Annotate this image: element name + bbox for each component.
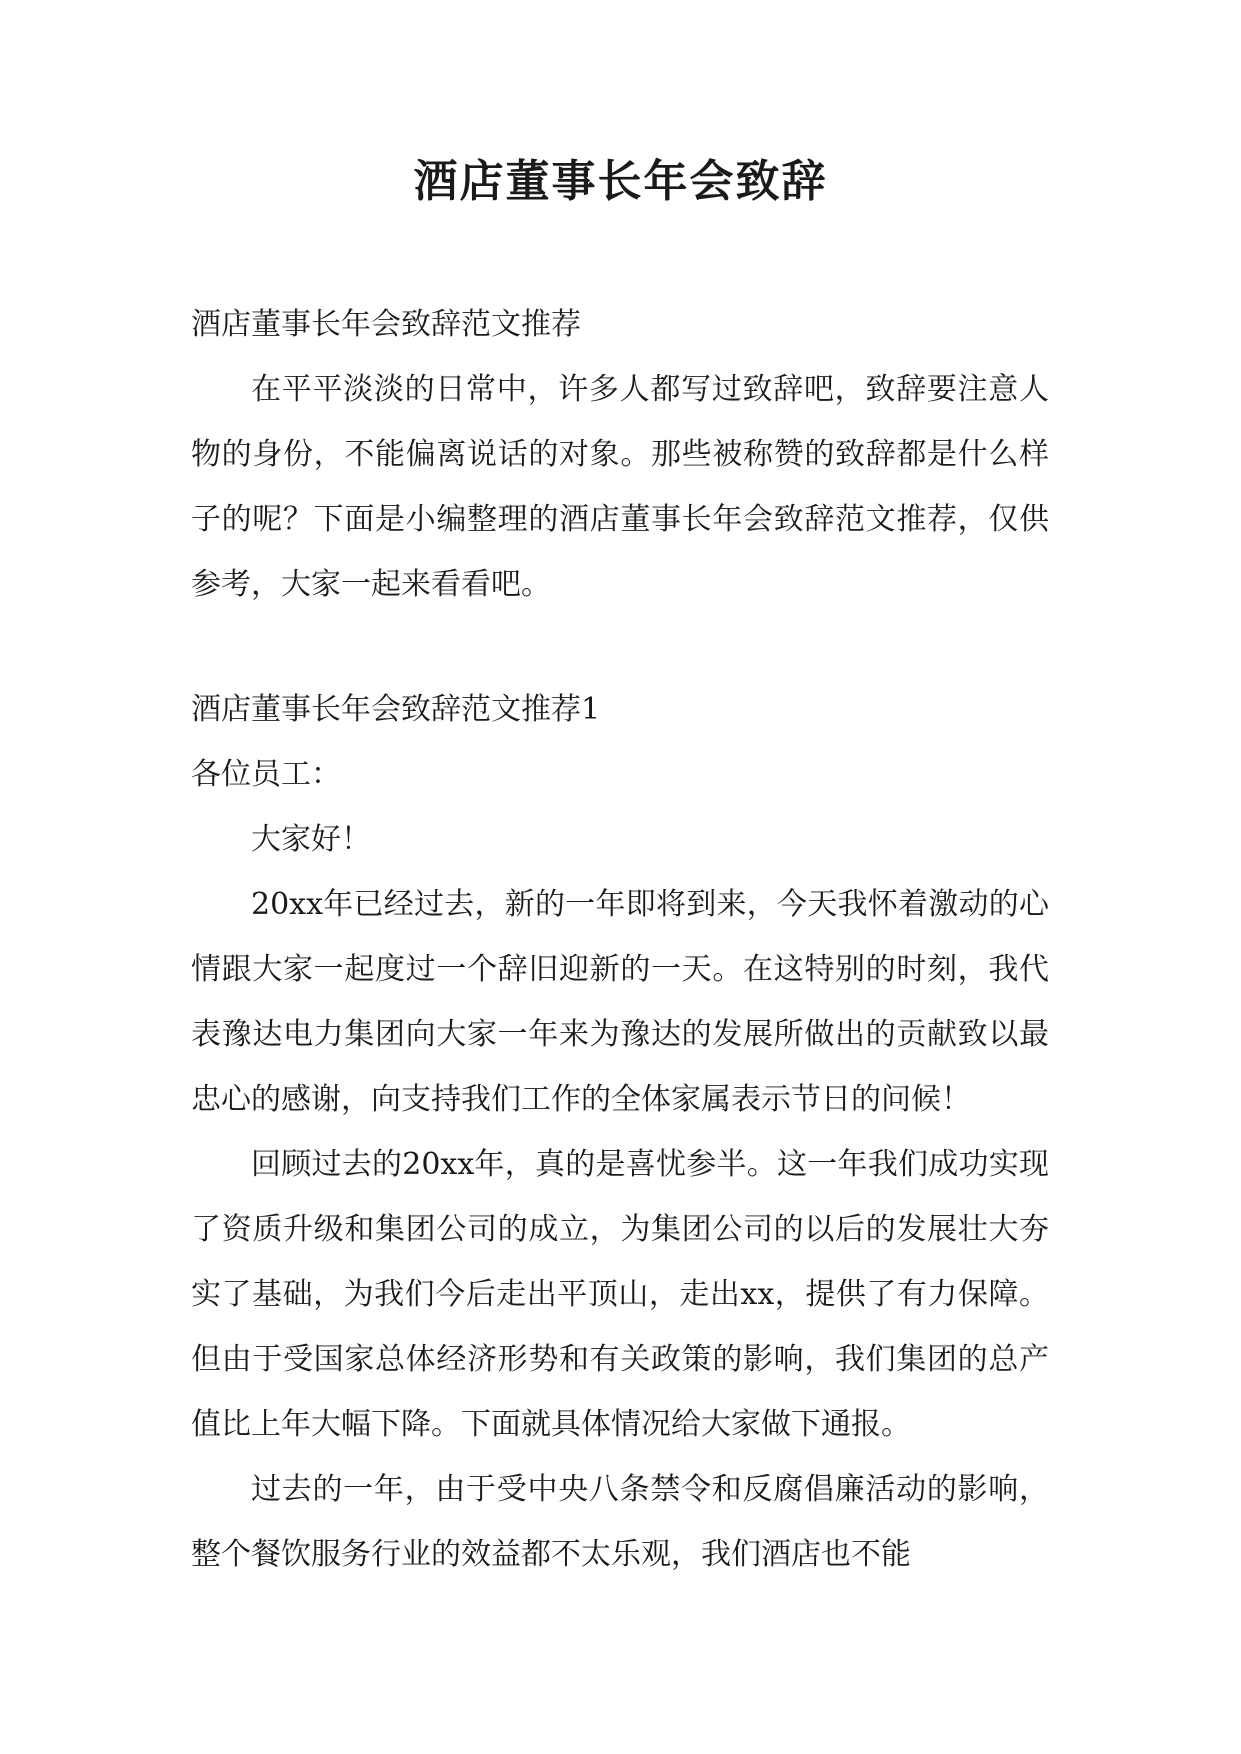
section-spacer: [191, 617, 1049, 677]
body-paragraph: 20xx年已经过去，新的一年即将到来，今天我怀着激动的心情跟大家一起度过一个辞旧迎新的一天。在这特别的时刻，我代表豫达电力集团向大家一年来为豫达的发展所做出的贡献致以最忠心的感谢，向支持我们工作的全体家属表示节日的问候！: [191, 887, 1049, 1117]
greeting: 大家好！: [251, 822, 371, 857]
body-paragraph: 回顾过去的20xx年，真的是喜忧参半。这一年我们成功实现了资质升级和集团公司的成立，为集团公司的以后的发展壮大夯实了基础，为我们今后走出平顶山，走出xx，提供了有力保障。但由于受国家总体经济形势和有关政策的影响，我们集团的总产值比上年大幅下降。下面就具体情况给大家做下通报。: [191, 1147, 1049, 1442]
document-title: 酒店董事长年会致辞: [413, 156, 828, 207]
intro-paragraph: 在平平淡淡的日常中，许多人都写过致辞吧，致辞要注意人物的身份，不能偏离说话的对象。那些被称赞的致辞都是什么样子的呢？下面是小编整理的酒店董事长年会致辞范文推荐，仅供参考，大家一起来看看吧。: [191, 372, 1049, 602]
body-paragraph: 过去的一年，由于受中央八条禁令和反腐倡廉活动的影响，整个餐饮服务行业的效益都不太乐观，我们酒店也不能: [191, 1472, 1049, 1572]
salutation: 各位员工：: [191, 757, 341, 792]
document-body: [191, 292, 1049, 1587]
section-heading: 酒店董事长年会致辞范文推荐1: [191, 692, 601, 727]
subtitle: 酒店董事长年会致辞范文推荐: [191, 307, 581, 342]
